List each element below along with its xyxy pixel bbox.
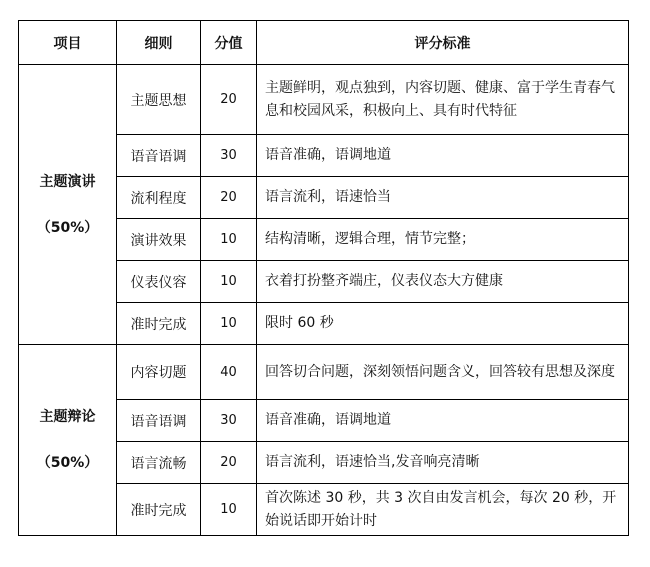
item-name: 仪表仪容	[117, 261, 201, 303]
item-criteria: 结构清晰，逻辑合理，情节完整；	[257, 219, 629, 261]
scoring-table	[18, 20, 629, 536]
item-criteria: 首次陈述 30 秒，共 3 次自由发言机会，每次 20 秒，开始说话即开始计时	[257, 484, 629, 536]
section-weight: （50%）	[36, 219, 99, 236]
section-speech-cell	[19, 65, 117, 345]
item-score: 40	[201, 345, 257, 400]
item-score: 30	[201, 400, 257, 442]
item-criteria: 主题鲜明，观点独到，内容切题、健康、富于学生青春气息和校园风采，积极向上、具有时代特征	[257, 65, 629, 135]
section-debate-cell	[19, 345, 117, 536]
item-score: 20	[201, 442, 257, 484]
item-name: 语言流畅	[117, 442, 201, 484]
item-name: 准时完成	[117, 303, 201, 345]
item-name: 主题思想	[117, 65, 201, 135]
item-score: 10	[201, 261, 257, 303]
item-name: 流利程度	[117, 177, 201, 219]
item-score: 10	[201, 219, 257, 261]
header-project: 项目	[19, 21, 117, 65]
item-name: 内容切题	[117, 345, 201, 400]
item-criteria: 限时 60 秒	[257, 303, 629, 345]
item-criteria: 回答切合问题，深刻领悟问题含义，回答较有思想及深度	[257, 345, 629, 400]
header-detail: 细则	[117, 21, 201, 65]
header-criteria: 评分标准	[257, 21, 629, 65]
section-title: 主题演讲	[39, 173, 96, 190]
item-score: 10	[201, 303, 257, 345]
item-criteria: 语言流利，语速恰当,发音响亮清晰	[257, 442, 629, 484]
item-name: 演讲效果	[117, 219, 201, 261]
section-weight: （50%）	[36, 455, 99, 471]
item-criteria: 语言流利，语速恰当	[257, 177, 629, 219]
item-score: 10	[201, 484, 257, 536]
item-criteria: 衣着打扮整齐端庄，仪表仪态大方健康	[257, 261, 629, 303]
section-title: 主题辩论	[39, 409, 96, 425]
item-criteria: 语音准确，语调地道	[257, 400, 629, 442]
item-name: 语音语调	[117, 135, 201, 177]
item-score: 30	[201, 135, 257, 177]
item-score: 20	[201, 177, 257, 219]
table-row	[19, 345, 629, 400]
header-row	[19, 21, 629, 65]
header-score: 分值	[201, 21, 257, 65]
table-row	[19, 65, 629, 135]
item-score: 20	[201, 65, 257, 135]
item-name: 语音语调	[117, 400, 201, 442]
item-name: 准时完成	[117, 484, 201, 536]
item-criteria: 语音准确，语调地道	[257, 135, 629, 177]
